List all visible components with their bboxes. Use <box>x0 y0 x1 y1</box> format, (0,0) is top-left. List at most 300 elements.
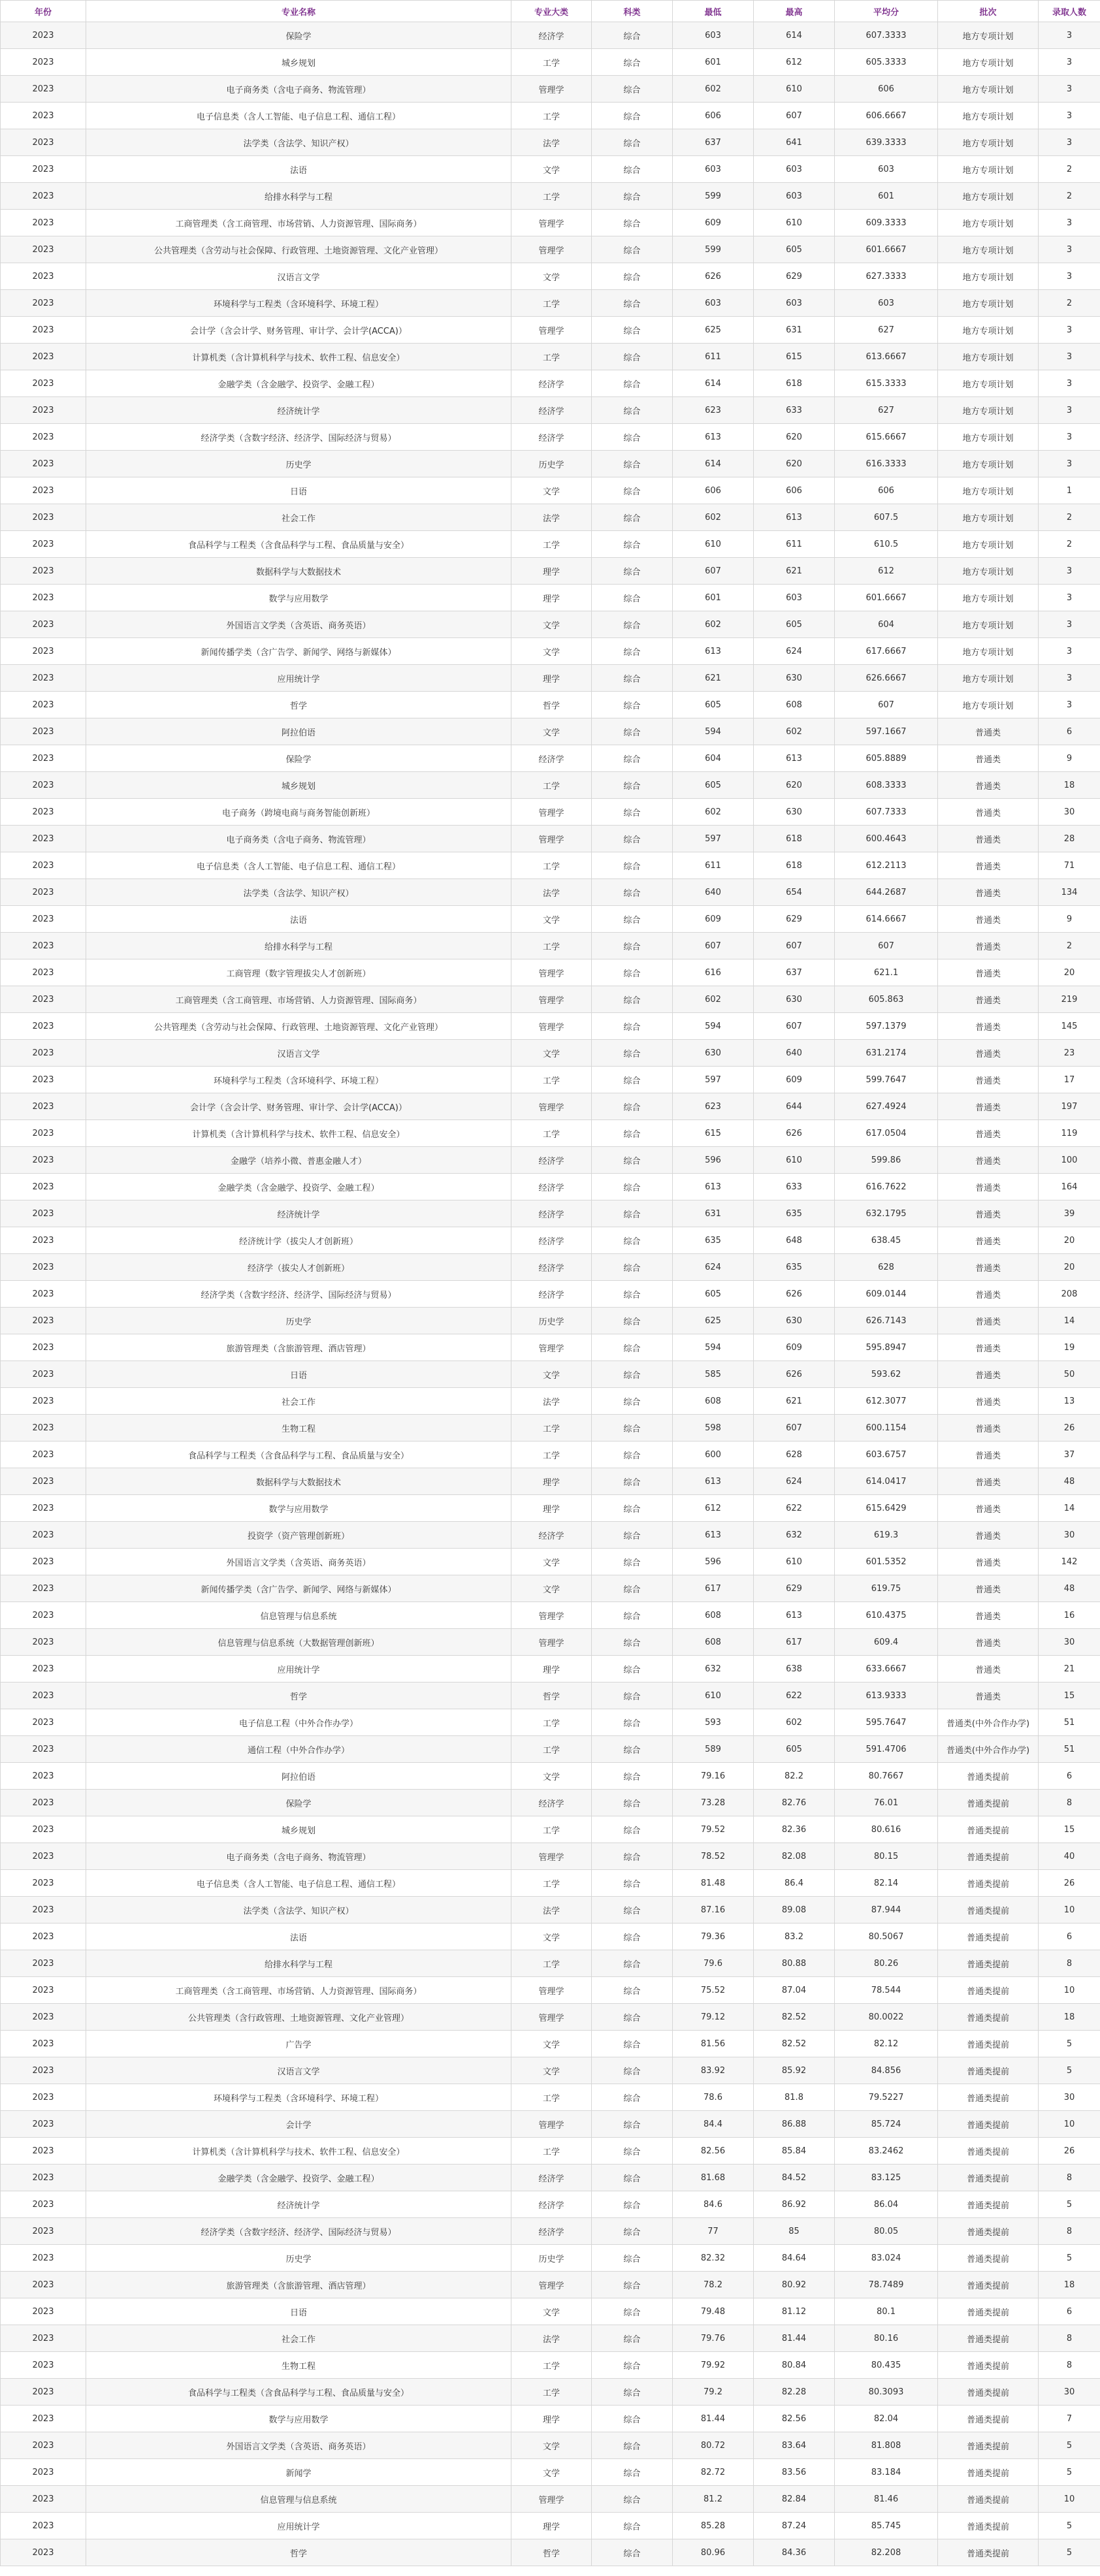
cell-major-category: 管理学 <box>511 76 592 103</box>
cell-major-name: 社会工作 <box>86 1388 511 1415</box>
cell-batch: 普通类 <box>938 1120 1039 1147</box>
cell-major-category: 理学 <box>511 558 592 585</box>
cell-subject-type: 综合 <box>592 290 673 317</box>
cell-major-category: 工学 <box>511 2379 592 2406</box>
cell-major-category: 管理学 <box>511 1843 592 1870</box>
cell-batch: 普通类 <box>938 986 1039 1013</box>
cell-batch: 普通类提前 <box>938 2539 1039 2566</box>
cell-avg-score: 85.724 <box>835 2111 938 2138</box>
cell-year: 2023 <box>1 1924 86 1950</box>
cell-major-category: 工学 <box>511 1415 592 1441</box>
cell-max-score: 654 <box>754 879 835 906</box>
cell-avg-score: 632.1795 <box>835 1200 938 1227</box>
cell-min-score: 613 <box>673 1522 754 1549</box>
cell-major-category: 经济学 <box>511 1227 592 1254</box>
cell-max-score: 608 <box>754 692 835 718</box>
cell-admitted-count: 30 <box>1039 2379 1100 2406</box>
cell-admitted-count: 3 <box>1039 638 1100 665</box>
cell-major-category: 管理学 <box>511 1334 592 1361</box>
cell-subject-type: 综合 <box>592 2352 673 2379</box>
cell-subject-type: 综合 <box>592 370 673 397</box>
cell-avg-score: 80.26 <box>835 1950 938 1977</box>
cell-avg-score: 76.01 <box>835 1790 938 1816</box>
cell-min-score: 607 <box>673 558 754 585</box>
cell-batch: 普通类提前 <box>938 2057 1039 2084</box>
cell-batch: 普通类提前 <box>938 1816 1039 1843</box>
table-row <box>1 1308 1100 1334</box>
cell-avg-score: 633.6667 <box>835 1656 938 1682</box>
cell-subject-type: 综合 <box>592 129 673 156</box>
cell-min-score: 602 <box>673 986 754 1013</box>
cell-year: 2023 <box>1 1816 86 1843</box>
table-row <box>1 290 1100 317</box>
cell-min-score: 632 <box>673 1656 754 1682</box>
cell-max-score: 82.52 <box>754 2031 835 2057</box>
cell-min-score: 613 <box>673 424 754 451</box>
cell-min-score: 78.52 <box>673 1843 754 1870</box>
cell-batch: 普通类提前 <box>938 1950 1039 1977</box>
cell-batch: 地方专项计划 <box>938 103 1039 129</box>
table-row <box>1 156 1100 183</box>
cell-major-category: 工学 <box>511 2084 592 2111</box>
cell-max-score: 86.88 <box>754 2111 835 2138</box>
cell-avg-score: 621.1 <box>835 959 938 986</box>
cell-admitted-count: 7 <box>1039 2406 1100 2432</box>
cell-avg-score: 591.4706 <box>835 1736 938 1763</box>
cell-min-score: 604 <box>673 745 754 772</box>
cell-year: 2023 <box>1 22 86 49</box>
cell-max-score: 82.76 <box>754 1790 835 1816</box>
cell-max-score: 644 <box>754 1093 835 1120</box>
cell-max-score: 615 <box>754 344 835 370</box>
cell-major-category: 管理学 <box>511 2272 592 2298</box>
cell-major-name: 信息管理与信息系统 <box>86 1602 511 1629</box>
cell-major-name: 信息管理与信息系统（大数据管理创新班） <box>86 1629 511 1656</box>
cell-admitted-count: 71 <box>1039 852 1100 879</box>
cell-batch: 普通类 <box>938 1388 1039 1415</box>
cell-major-name: 工商管理类（含工商管理、市场营销、人力资源管理、国际商务） <box>86 210 511 236</box>
table-row <box>1 263 1100 290</box>
cell-major-name: 生物工程 <box>86 1415 511 1441</box>
cell-batch: 地方专项计划 <box>938 263 1039 290</box>
cell-subject-type: 综合 <box>592 1977 673 2004</box>
cell-max-score: 81.12 <box>754 2298 835 2325</box>
cell-major-category: 经济学 <box>511 1522 592 1549</box>
cell-major-category: 管理学 <box>511 799 592 826</box>
header-avg-score: 平均分 <box>835 1 938 22</box>
cell-min-score: 640 <box>673 879 754 906</box>
cell-major-category: 管理学 <box>511 317 592 344</box>
cell-admitted-count: 3 <box>1039 451 1100 477</box>
cell-batch: 地方专项计划 <box>938 585 1039 611</box>
cell-admitted-count: 8 <box>1039 2165 1100 2191</box>
cell-max-score: 622 <box>754 1495 835 1522</box>
table-row <box>1 826 1100 852</box>
table-row <box>1 1388 1100 1415</box>
cell-subject-type: 综合 <box>592 424 673 451</box>
cell-major-name: 计算机类（含计算机科学与技术、软件工程、信息安全） <box>86 1120 511 1147</box>
cell-major-category: 工学 <box>511 1736 592 1763</box>
cell-avg-score: 628 <box>835 1254 938 1281</box>
cell-major-category: 工学 <box>511 1709 592 1736</box>
cell-admitted-count: 20 <box>1039 959 1100 986</box>
cell-avg-score: 80.616 <box>835 1816 938 1843</box>
cell-subject-type: 综合 <box>592 1575 673 1602</box>
cell-admitted-count: 5 <box>1039 2432 1100 2459</box>
cell-major-name: 电子商务类（含电子商务、物流管理） <box>86 826 511 852</box>
cell-min-score: 81.48 <box>673 1870 754 1897</box>
cell-max-score: 80.88 <box>754 1950 835 1977</box>
cell-subject-type: 综合 <box>592 397 673 424</box>
table-row <box>1 1629 1100 1656</box>
cell-year: 2023 <box>1 2138 86 2165</box>
cell-min-score: 79.16 <box>673 1763 754 1790</box>
cell-avg-score: 78.544 <box>835 1977 938 2004</box>
cell-max-score: 82.08 <box>754 1843 835 1870</box>
cell-subject-type: 综合 <box>592 2432 673 2459</box>
cell-major-category: 文学 <box>511 1924 592 1950</box>
table-row <box>1 772 1100 799</box>
cell-year: 2023 <box>1 2379 86 2406</box>
cell-year: 2023 <box>1 959 86 986</box>
table-row <box>1 906 1100 933</box>
cell-min-score: 84.6 <box>673 2191 754 2218</box>
cell-subject-type: 综合 <box>592 2004 673 2031</box>
cell-max-score: 648 <box>754 1227 835 1254</box>
cell-batch: 普通类提前 <box>938 2406 1039 2432</box>
cell-admitted-count: 15 <box>1039 1682 1100 1709</box>
cell-major-category: 历史学 <box>511 1308 592 1334</box>
cell-max-score: 612 <box>754 49 835 76</box>
cell-year: 2023 <box>1 1736 86 1763</box>
table-row <box>1 986 1100 1013</box>
cell-major-name: 日语 <box>86 2298 511 2325</box>
cell-subject-type: 综合 <box>592 1013 673 1040</box>
cell-admitted-count: 3 <box>1039 344 1100 370</box>
cell-admitted-count: 3 <box>1039 585 1100 611</box>
cell-min-score: 601 <box>673 585 754 611</box>
cell-year: 2023 <box>1 2459 86 2486</box>
cell-year: 2023 <box>1 1495 86 1522</box>
cell-batch: 地方专项计划 <box>938 236 1039 263</box>
cell-year: 2023 <box>1 1334 86 1361</box>
cell-year: 2023 <box>1 451 86 477</box>
cell-major-category: 经济学 <box>511 2191 592 2218</box>
cell-subject-type: 综合 <box>592 558 673 585</box>
cell-major-name: 城乡规划 <box>86 1816 511 1843</box>
cell-admitted-count: 208 <box>1039 1281 1100 1308</box>
header-admitted-count: 录取人数 <box>1039 1 1100 22</box>
cell-avg-score: 614.0417 <box>835 1468 938 1495</box>
cell-admitted-count: 26 <box>1039 2138 1100 2165</box>
cell-min-score: 617 <box>673 1575 754 1602</box>
cell-avg-score: 627.3333 <box>835 263 938 290</box>
cell-major-name: 经济统计学 <box>86 2191 511 2218</box>
cell-major-category: 工学 <box>511 344 592 370</box>
cell-batch: 普通类 <box>938 1334 1039 1361</box>
cell-min-score: 82.72 <box>673 2459 754 2486</box>
cell-subject-type: 综合 <box>592 1468 673 1495</box>
cell-admitted-count: 164 <box>1039 1174 1100 1200</box>
cell-subject-type: 综合 <box>592 1682 673 1709</box>
cell-avg-score: 612.2113 <box>835 852 938 879</box>
cell-admitted-count: 30 <box>1039 799 1100 826</box>
table-row <box>1 2432 1100 2459</box>
cell-year: 2023 <box>1 2057 86 2084</box>
table-row <box>1 611 1100 638</box>
cell-max-score: 82.52 <box>754 2004 835 2031</box>
table-row <box>1 1468 1100 1495</box>
cell-major-name: 数据科学与大数据技术 <box>86 558 511 585</box>
cell-subject-type: 综合 <box>592 1174 673 1200</box>
cell-major-name: 计算机类（含计算机科学与技术、软件工程、信息安全） <box>86 2138 511 2165</box>
cell-admitted-count: 3 <box>1039 424 1100 451</box>
cell-avg-score: 593.62 <box>835 1361 938 1388</box>
cell-admitted-count: 5 <box>1039 2539 1100 2566</box>
cell-avg-score: 644.2687 <box>835 879 938 906</box>
table-header <box>1 1 1100 22</box>
cell-min-score: 597 <box>673 826 754 852</box>
cell-major-category: 文学 <box>511 1763 592 1790</box>
cell-max-score: 620 <box>754 772 835 799</box>
table-row <box>1 879 1100 906</box>
cell-batch: 地方专项计划 <box>938 424 1039 451</box>
cell-major-name: 会计学（含会计学、财务管理、审计学、会计学(ACCA)） <box>86 317 511 344</box>
cell-batch: 普通类提前 <box>938 2486 1039 2513</box>
cell-year: 2023 <box>1 879 86 906</box>
cell-major-category: 工学 <box>511 1816 592 1843</box>
cell-avg-score: 615.6429 <box>835 1495 938 1522</box>
cell-year: 2023 <box>1 1200 86 1227</box>
cell-max-score: 86.4 <box>754 1870 835 1897</box>
cell-min-score: 79.12 <box>673 2004 754 2031</box>
cell-avg-score: 600.1154 <box>835 1415 938 1441</box>
cell-min-score: 594 <box>673 1334 754 1361</box>
cell-major-category: 工学 <box>511 772 592 799</box>
cell-subject-type: 综合 <box>592 879 673 906</box>
cell-avg-score: 619.75 <box>835 1575 938 1602</box>
table-row <box>1 317 1100 344</box>
cell-major-name: 新闻传播学类（含广告学、新闻学、网络与新媒体） <box>86 1575 511 1602</box>
cell-major-name: 给排水科学与工程 <box>86 933 511 959</box>
cell-batch: 普通类提前 <box>938 2272 1039 2298</box>
cell-min-score: 626 <box>673 263 754 290</box>
table-row <box>1 129 1100 156</box>
cell-year: 2023 <box>1 1147 86 1174</box>
cell-batch: 普通类 <box>938 1227 1039 1254</box>
cell-admitted-count: 8 <box>1039 2218 1100 2245</box>
cell-min-score: 614 <box>673 370 754 397</box>
cell-batch: 普通类 <box>938 1682 1039 1709</box>
cell-min-score: 597 <box>673 1067 754 1093</box>
table-row <box>1 1361 1100 1388</box>
cell-min-score: 79.6 <box>673 1950 754 1977</box>
cell-batch: 普通类 <box>938 852 1039 879</box>
cell-max-score: 81.8 <box>754 2084 835 2111</box>
cell-max-score: 618 <box>754 826 835 852</box>
cell-min-score: 84.4 <box>673 2111 754 2138</box>
cell-subject-type: 综合 <box>592 665 673 692</box>
cell-avg-score: 612.3077 <box>835 1388 938 1415</box>
table-row <box>1 1709 1100 1736</box>
cell-avg-score: 609.4 <box>835 1629 938 1656</box>
cell-year: 2023 <box>1 1575 86 1602</box>
cell-admitted-count: 30 <box>1039 1522 1100 1549</box>
table-row <box>1 2513 1100 2539</box>
cell-major-category: 法学 <box>511 129 592 156</box>
cell-avg-score: 597.1667 <box>835 718 938 745</box>
cell-batch: 普通类 <box>938 1575 1039 1602</box>
cell-subject-type: 综合 <box>592 718 673 745</box>
cell-batch: 普通类提前 <box>938 1790 1039 1816</box>
cell-year: 2023 <box>1 1656 86 1682</box>
cell-batch: 普通类提前 <box>938 2138 1039 2165</box>
cell-admitted-count: 100 <box>1039 1147 1100 1174</box>
cell-major-category: 工学 <box>511 1950 592 1977</box>
cell-max-score: 633 <box>754 1174 835 1200</box>
cell-batch: 普通类 <box>938 1629 1039 1656</box>
cell-subject-type: 综合 <box>592 1147 673 1174</box>
cell-major-category: 理学 <box>511 665 592 692</box>
table-row <box>1 2379 1100 2406</box>
cell-batch: 地方专项计划 <box>938 558 1039 585</box>
cell-batch: 普通类 <box>938 1602 1039 1629</box>
cell-min-score: 594 <box>673 718 754 745</box>
cell-major-name: 应用统计学 <box>86 665 511 692</box>
cell-year: 2023 <box>1 1040 86 1067</box>
table-row <box>1 1522 1100 1549</box>
cell-avg-score: 606 <box>835 76 938 103</box>
cell-avg-score: 604 <box>835 611 938 638</box>
table-row <box>1 76 1100 103</box>
cell-avg-score: 626.7143 <box>835 1308 938 1334</box>
cell-avg-score: 613.9333 <box>835 1682 938 1709</box>
cell-batch: 普通类提前 <box>938 1924 1039 1950</box>
cell-subject-type: 综合 <box>592 22 673 49</box>
cell-admitted-count: 5 <box>1039 2191 1100 2218</box>
cell-min-score: 606 <box>673 477 754 504</box>
cell-year: 2023 <box>1 2352 86 2379</box>
cell-year: 2023 <box>1 1254 86 1281</box>
cell-major-name: 给排水科学与工程 <box>86 183 511 210</box>
cell-avg-score: 85.745 <box>835 2513 938 2539</box>
cell-major-name: 经济学（拔尖人才创新班） <box>86 1254 511 1281</box>
cell-year: 2023 <box>1 906 86 933</box>
table-row <box>1 236 1100 263</box>
cell-max-score: 630 <box>754 986 835 1013</box>
cell-subject-type: 综合 <box>592 1709 673 1736</box>
cell-subject-type: 综合 <box>592 1200 673 1227</box>
table-row <box>1 1682 1100 1709</box>
cell-avg-score: 609.3333 <box>835 210 938 236</box>
cell-major-name: 哲学 <box>86 1682 511 1709</box>
cell-major-name: 金融学类（含金融学、投资学、金融工程） <box>86 370 511 397</box>
cell-year: 2023 <box>1 772 86 799</box>
cell-major-category: 经济学 <box>511 1281 592 1308</box>
cell-subject-type: 综合 <box>592 1441 673 1468</box>
cell-major-category: 经济学 <box>511 22 592 49</box>
cell-max-score: 84.52 <box>754 2165 835 2191</box>
cell-max-score: 83.2 <box>754 1924 835 1950</box>
cell-subject-type: 综合 <box>592 611 673 638</box>
cell-max-score: 620 <box>754 451 835 477</box>
cell-admitted-count: 51 <box>1039 1736 1100 1763</box>
cell-admitted-count: 6 <box>1039 1924 1100 1950</box>
cell-year: 2023 <box>1 1790 86 1816</box>
cell-subject-type: 综合 <box>592 156 673 183</box>
cell-year: 2023 <box>1 1281 86 1308</box>
table-row <box>1 959 1100 986</box>
cell-major-name: 法学类（含法学、知识产权） <box>86 1897 511 1924</box>
cell-min-score: 589 <box>673 1736 754 1763</box>
cell-major-name: 城乡规划 <box>86 49 511 76</box>
cell-max-score: 82.28 <box>754 2379 835 2406</box>
cell-max-score: 637 <box>754 959 835 986</box>
cell-batch: 普通类 <box>938 1415 1039 1441</box>
cell-avg-score: 80.05 <box>835 2218 938 2245</box>
cell-year: 2023 <box>1 2218 86 2245</box>
cell-major-name: 应用统计学 <box>86 2513 511 2539</box>
table-row <box>1 718 1100 745</box>
header-year: 年份 <box>1 1 86 22</box>
cell-max-score: 602 <box>754 718 835 745</box>
cell-batch: 地方专项计划 <box>938 22 1039 49</box>
cell-max-score: 607 <box>754 933 835 959</box>
cell-batch: 普通类提前 <box>938 2325 1039 2352</box>
cell-avg-score: 84.856 <box>835 2057 938 2084</box>
cell-year: 2023 <box>1 1468 86 1495</box>
cell-subject-type: 综合 <box>592 692 673 718</box>
cell-subject-type: 综合 <box>592 2191 673 2218</box>
cell-subject-type: 综合 <box>592 236 673 263</box>
cell-min-score: 631 <box>673 1200 754 1227</box>
cell-max-score: 605 <box>754 236 835 263</box>
cell-min-score: 81.56 <box>673 2031 754 2057</box>
cell-batch: 地方专项计划 <box>938 344 1039 370</box>
table-row <box>1 1602 1100 1629</box>
cell-min-score: 624 <box>673 1254 754 1281</box>
header-major-name: 专业名称 <box>86 1 511 22</box>
cell-major-category: 法学 <box>511 2325 592 2352</box>
cell-major-name: 新闻学 <box>86 2459 511 2486</box>
cell-admitted-count: 134 <box>1039 879 1100 906</box>
cell-admitted-count: 48 <box>1039 1575 1100 1602</box>
cell-year: 2023 <box>1 183 86 210</box>
cell-major-category: 历史学 <box>511 2245 592 2272</box>
cell-subject-type: 综合 <box>592 344 673 370</box>
cell-admitted-count: 10 <box>1039 1897 1100 1924</box>
cell-admitted-count: 8 <box>1039 1790 1100 1816</box>
cell-min-score: 608 <box>673 1388 754 1415</box>
header-subject-type: 科类 <box>592 1 673 22</box>
cell-avg-score: 605.3333 <box>835 49 938 76</box>
cell-avg-score: 613.6667 <box>835 344 938 370</box>
cell-major-category: 管理学 <box>511 1977 592 2004</box>
cell-year: 2023 <box>1 103 86 129</box>
table-row <box>1 1763 1100 1790</box>
cell-batch: 普通类(中外合作办学) <box>938 1736 1039 1763</box>
cell-max-score: 85.92 <box>754 2057 835 2084</box>
table-row <box>1 2218 1100 2245</box>
cell-max-score: 81.44 <box>754 2325 835 2352</box>
cell-major-name: 数据科学与大数据技术 <box>86 1468 511 1495</box>
cell-admitted-count: 9 <box>1039 745 1100 772</box>
cell-year: 2023 <box>1 2406 86 2432</box>
cell-avg-score: 607.3333 <box>835 22 938 49</box>
cell-major-category: 工学 <box>511 1441 592 1468</box>
cell-max-score: 638 <box>754 1656 835 1682</box>
cell-subject-type: 综合 <box>592 638 673 665</box>
